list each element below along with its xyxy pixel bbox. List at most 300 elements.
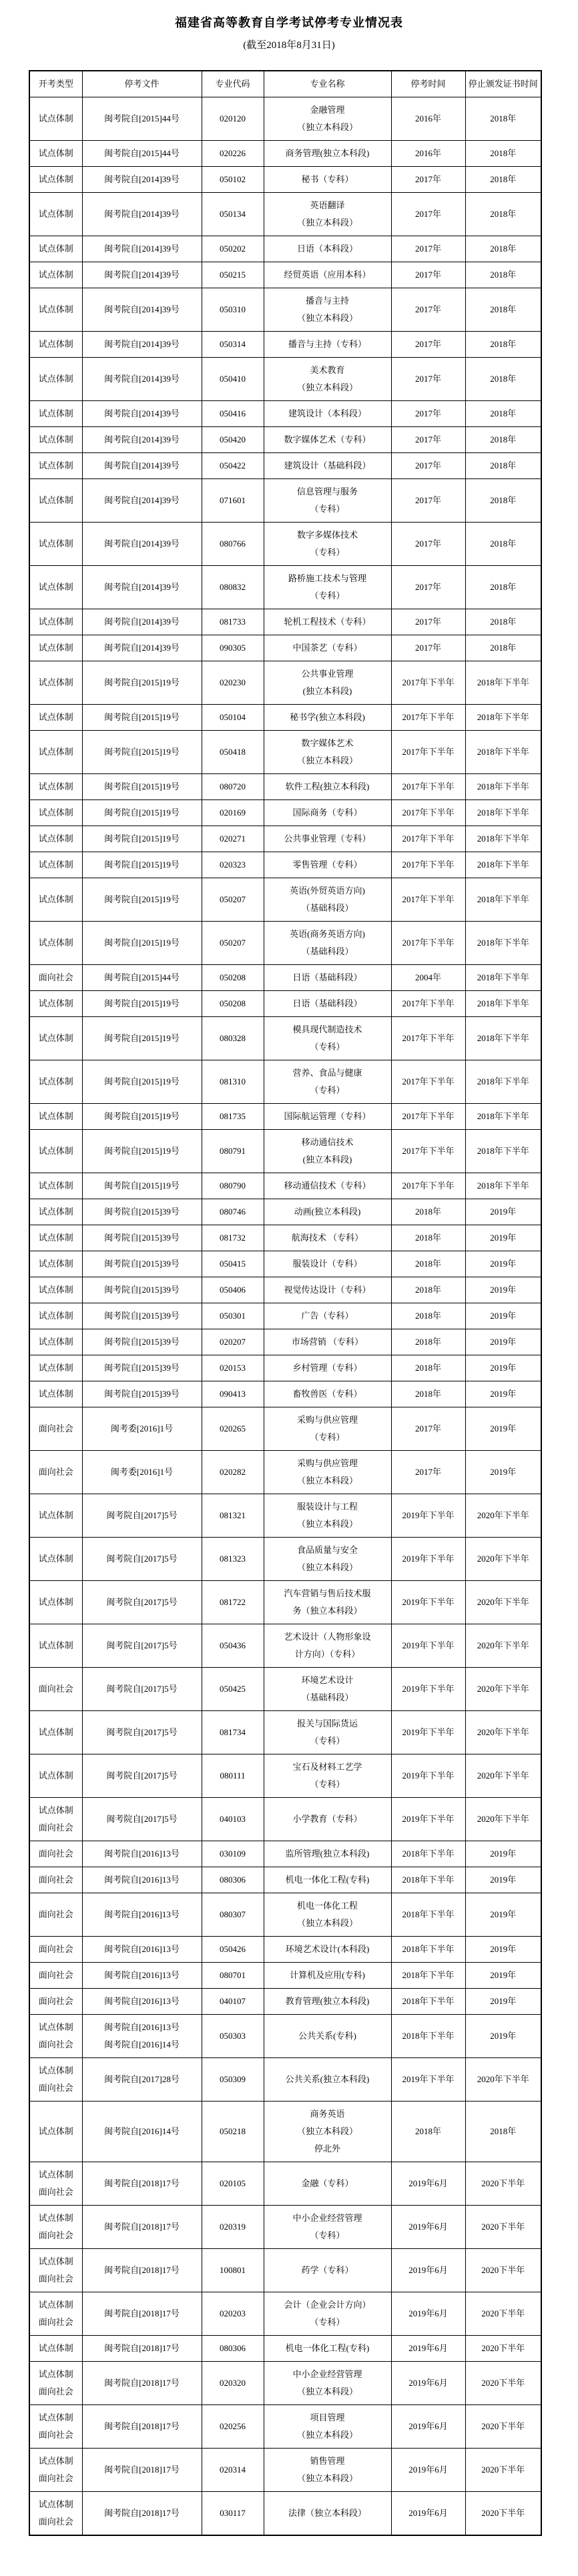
cell-line: （基础科段） bbox=[301, 946, 354, 956]
cell-line: 2020下半年 bbox=[481, 2343, 525, 2353]
cell-exam-type bbox=[29, 635, 82, 661]
cell-stop-time bbox=[391, 262, 465, 288]
cell-major-name bbox=[264, 1754, 391, 1798]
cell-stop-document bbox=[82, 1989, 202, 2015]
cell-stop-time bbox=[391, 1251, 465, 1277]
cell-stop-time bbox=[391, 2292, 465, 2336]
cell-cert-stop-time bbox=[465, 236, 541, 262]
cell-stop-document bbox=[82, 1173, 202, 1199]
cell-major-code bbox=[202, 800, 264, 826]
cell-stop-document bbox=[82, 1867, 202, 1893]
cell-line: 试点体制 bbox=[38, 1111, 73, 1121]
cell-stop-document bbox=[82, 1329, 202, 1355]
cell-stop-document bbox=[82, 635, 202, 661]
cell-exam-type bbox=[29, 1937, 82, 1963]
cell-major-code bbox=[202, 1581, 264, 1624]
cell-cert-stop-time bbox=[465, 2405, 541, 2449]
cell-line: 药学（专科） bbox=[301, 2265, 354, 2275]
cell-line: 试点体制 bbox=[38, 1337, 73, 1347]
cell-exam-type bbox=[29, 609, 82, 635]
cell-line: 试点体制 bbox=[38, 2499, 73, 2509]
cell-line: 试点体制 bbox=[38, 1727, 73, 1737]
cell-line: 050416 bbox=[220, 408, 246, 418]
cell-line: 2018年下半年 bbox=[402, 1996, 455, 2006]
cell-line: 081735 bbox=[220, 1111, 246, 1121]
cell-exam-type bbox=[29, 2336, 82, 2362]
cell-line: 2020下半年 bbox=[481, 2378, 525, 2388]
cell-major-name bbox=[264, 635, 391, 661]
cell-cert-stop-time bbox=[465, 1017, 541, 1060]
cell-major-code bbox=[202, 1754, 264, 1798]
cell-line: 2017年下半年 bbox=[402, 834, 455, 844]
cell-cert-stop-time bbox=[465, 1355, 541, 1381]
cell-line: 2019年下半年 bbox=[402, 1597, 455, 1607]
cell-line: 2018年下半年 bbox=[477, 1181, 529, 1191]
cell-line: 闽考院自[2015]19号 bbox=[104, 808, 180, 818]
cell-line: 081321 bbox=[220, 1510, 246, 1520]
cell-line: 试点体制 bbox=[38, 894, 73, 904]
cell-line: （独立本科段） bbox=[296, 2126, 358, 2136]
cell-line: 2019年6月 bbox=[408, 2178, 448, 2188]
table-row bbox=[29, 1173, 541, 1199]
cell-line: 面向社会 bbox=[38, 2274, 73, 2284]
cell-line: 试点体制 bbox=[38, 712, 73, 722]
cell-line: 2018年下半年 bbox=[477, 1076, 529, 1086]
cell-line: 2017年下半年 bbox=[402, 860, 455, 870]
cell-line: 080746 bbox=[220, 1207, 246, 1217]
table-row bbox=[29, 523, 541, 566]
cell-major-name bbox=[264, 1494, 391, 1538]
cell-line: 050406 bbox=[220, 1285, 246, 1295]
cell-line: 2018年 bbox=[490, 174, 517, 184]
cell-exam-type bbox=[29, 2249, 82, 2292]
cell-line: （专科） bbox=[310, 1736, 345, 1746]
cell-line: 2017年 bbox=[414, 374, 441, 384]
cell-stop-document bbox=[82, 2492, 202, 2536]
cell-major-code bbox=[202, 566, 264, 609]
cell-line: （独立本科段） bbox=[296, 1519, 358, 1529]
cell-major-name bbox=[264, 358, 391, 401]
cell-stop-document bbox=[82, 1494, 202, 1538]
cell-major-name bbox=[264, 965, 391, 991]
cell-major-name bbox=[264, 852, 391, 878]
cell-exam-type bbox=[29, 236, 82, 262]
cell-exam-type bbox=[29, 1303, 82, 1329]
cell-stop-document bbox=[82, 401, 202, 427]
cell-cert-stop-time bbox=[465, 1989, 541, 2015]
cell-major-name bbox=[264, 1173, 391, 1199]
cell-major-name bbox=[264, 2249, 391, 2292]
table-row bbox=[29, 1963, 541, 1989]
cell-line: 050102 bbox=[220, 174, 246, 184]
cell-line: 2019年下半年 bbox=[402, 1510, 455, 1520]
cell-major-name bbox=[264, 922, 391, 965]
cell-line: （独立本科段） bbox=[296, 122, 358, 132]
cell-stop-time bbox=[391, 2058, 465, 2102]
cell-line: 面向社会 bbox=[38, 1944, 73, 1954]
cell-line: 面向社会 bbox=[38, 1823, 73, 1833]
cell-line: 2017年下半年 bbox=[402, 712, 455, 722]
cell-line: 试点体制 bbox=[38, 1389, 73, 1399]
cell-exam-type bbox=[29, 1798, 82, 1841]
cell-line: 2019年 bbox=[490, 1467, 517, 1477]
table-body bbox=[29, 97, 541, 2536]
cell-exam-type bbox=[29, 1017, 82, 1060]
cell-cert-stop-time bbox=[465, 635, 541, 661]
cell-line: 050436 bbox=[220, 1640, 246, 1650]
cell-line: 闽考院自[2018]17号 bbox=[104, 2508, 180, 2518]
cell-stop-time bbox=[391, 1893, 465, 1937]
cell-line: 闽考院自[2016]13号 bbox=[104, 1909, 180, 1919]
cell-line: 闽考院自[2015]19号 bbox=[104, 677, 180, 687]
cell-line: 2018年 bbox=[490, 304, 517, 314]
cell-line: 2017年 bbox=[414, 539, 441, 549]
cell-major-name bbox=[264, 2336, 391, 2362]
cell-stop-document bbox=[82, 1451, 202, 1494]
cell-exam-type bbox=[29, 1060, 82, 1104]
cell-line: 面向社会 bbox=[38, 1467, 73, 1477]
cell-line: 081722 bbox=[220, 1597, 246, 1607]
cell-line: 试点体制 bbox=[38, 2213, 73, 2223]
cell-line: 2018年 bbox=[490, 582, 517, 592]
cell-stop-document bbox=[82, 1225, 202, 1251]
cell-stop-time bbox=[391, 236, 465, 262]
cell-line: 闽考院自[2018]17号 bbox=[104, 2222, 180, 2232]
cell-cert-stop-time bbox=[465, 1624, 541, 1668]
cell-stop-time bbox=[391, 800, 465, 826]
column-header-5: 停止颁发证书时间 bbox=[465, 71, 541, 97]
cell-line: 闽考院自[2014]39号 bbox=[104, 304, 180, 314]
cell-line: 2019年6月 bbox=[408, 2265, 448, 2275]
cell-line: 播音与主持 bbox=[305, 296, 349, 306]
cell-line: 面向社会 bbox=[38, 2083, 73, 2093]
cell-stop-document bbox=[82, 852, 202, 878]
cell-stop-document bbox=[82, 2206, 202, 2249]
cell-line: 2018年下半年 bbox=[477, 808, 529, 818]
cell-cert-stop-time bbox=[465, 167, 541, 193]
cell-line: 020207 bbox=[220, 1337, 246, 1347]
cell-line: 050104 bbox=[220, 712, 246, 722]
cell-line: 闽考院自[2016]13号 bbox=[104, 1996, 180, 2006]
cell-stop-document bbox=[82, 2102, 202, 2162]
cell-major-code bbox=[202, 479, 264, 523]
cell-line: 闽考院自[2017]5号 bbox=[106, 1554, 178, 1564]
cell-line: 2017年下半年 bbox=[402, 747, 455, 757]
cell-line: 试点体制 bbox=[38, 1233, 73, 1243]
cell-line: (独立本科段) bbox=[302, 1155, 352, 1165]
cell-line: 闽考院自[2014]39号 bbox=[104, 582, 180, 592]
table-row bbox=[29, 731, 541, 774]
cell-line: 050134 bbox=[220, 209, 246, 219]
cell-line: 试点体制 bbox=[38, 2126, 73, 2136]
cell-line: 法律（独立本科段） bbox=[288, 2508, 366, 2518]
cell-stop-time bbox=[391, 609, 465, 635]
cell-line: 闽考院自[2014]39号 bbox=[104, 174, 180, 184]
cell-stop-document bbox=[82, 1538, 202, 1581]
cell-cert-stop-time bbox=[465, 479, 541, 523]
cell-line: 软件工程(独立本科段) bbox=[285, 781, 370, 791]
table-row bbox=[29, 1711, 541, 1754]
cell-line: 日语（本科段） bbox=[296, 244, 358, 254]
cell-line: 050215 bbox=[220, 270, 246, 280]
cell-line: 2020年下半年 bbox=[477, 1684, 529, 1694]
cell-line: 2019年6月 bbox=[408, 2378, 448, 2388]
cell-cert-stop-time bbox=[465, 922, 541, 965]
cell-exam-type bbox=[29, 566, 82, 609]
cell-line: 闽考院自[2015]19号 bbox=[104, 1076, 180, 1086]
cell-line: 闽考院自[2015]39号 bbox=[104, 1389, 180, 1399]
cell-cert-stop-time bbox=[465, 1130, 541, 1173]
cell-cert-stop-time bbox=[465, 262, 541, 288]
cell-line: 2019年 bbox=[490, 1207, 517, 1217]
cell-major-name bbox=[264, 141, 391, 167]
cell-stop-time bbox=[391, 332, 465, 358]
cell-major-name bbox=[264, 2058, 391, 2102]
cell-line: 2018年下半年 bbox=[477, 998, 529, 1008]
cell-exam-type bbox=[29, 2449, 82, 2492]
cell-major-code bbox=[202, 1989, 264, 2015]
cell-line: 2018年下半年 bbox=[402, 1970, 455, 1980]
cell-cert-stop-time bbox=[465, 965, 541, 991]
cell-line: 2020下半年 bbox=[481, 2421, 525, 2431]
cell-major-code bbox=[202, 922, 264, 965]
cell-line: 试点体制 bbox=[38, 834, 73, 844]
cell-line: 040103 bbox=[220, 1814, 246, 1824]
cell-line: 零售管理（专科） bbox=[292, 860, 362, 870]
cell-major-code bbox=[202, 1451, 264, 1494]
cell-line: 080306 bbox=[220, 2343, 246, 2353]
cell-cert-stop-time bbox=[465, 1841, 541, 1867]
cell-major-name bbox=[264, 878, 391, 922]
cell-line: 080328 bbox=[220, 1033, 246, 1043]
cell-stop-time bbox=[391, 141, 465, 167]
cell-line: 2018年下半年 bbox=[477, 860, 529, 870]
cell-line: 试点体制 bbox=[38, 2412, 73, 2423]
table-row bbox=[29, 800, 541, 826]
cell-cert-stop-time bbox=[465, 774, 541, 800]
cell-stop-document bbox=[82, 1407, 202, 1451]
cell-line: （专科） bbox=[310, 2230, 345, 2240]
cell-cert-stop-time bbox=[465, 1303, 541, 1329]
cell-stop-document bbox=[82, 774, 202, 800]
cell-line: 试点体制 bbox=[38, 781, 73, 791]
cell-line: 试点体制 bbox=[38, 582, 73, 592]
cell-line: 秘书学(独立本科段) bbox=[290, 712, 365, 722]
cell-line: 务（独立本科段） bbox=[292, 1606, 362, 1616]
cell-line: 2018年 bbox=[490, 374, 517, 384]
cell-line: （基础科段） bbox=[301, 903, 354, 913]
cell-line: 2018年 bbox=[414, 1311, 441, 1321]
cell-line: 2019年6月 bbox=[408, 2465, 448, 2475]
cell-line: （独立本科段） bbox=[296, 382, 358, 392]
cell-major-name bbox=[264, 1277, 391, 1303]
cell-line: 闽考院自[2015]19号 bbox=[104, 1181, 180, 1191]
cell-line: 试点体制 bbox=[38, 1597, 73, 1607]
cell-line: 2017年 bbox=[414, 270, 441, 280]
cell-line: 试点体制 bbox=[38, 2456, 73, 2466]
cell-line: 081732 bbox=[220, 1233, 246, 1243]
cell-exam-type bbox=[29, 731, 82, 774]
cell-major-name bbox=[264, 1199, 391, 1225]
cell-stop-time bbox=[391, 2492, 465, 2536]
cell-line: 试点体制 bbox=[38, 495, 73, 505]
cell-major-name bbox=[264, 1329, 391, 1355]
cell-line: 2018年 bbox=[414, 1363, 441, 1373]
cell-cert-stop-time bbox=[465, 1060, 541, 1104]
cell-stop-document bbox=[82, 2249, 202, 2292]
cell-cert-stop-time bbox=[465, 401, 541, 427]
cell-stop-document bbox=[82, 427, 202, 453]
cell-major-code bbox=[202, 2162, 264, 2206]
cell-line: 2017年下半年 bbox=[402, 1181, 455, 1191]
cell-stop-document bbox=[82, 965, 202, 991]
cell-stop-time bbox=[391, 1989, 465, 2015]
cell-line: 2016年 bbox=[414, 113, 441, 123]
cell-stop-time bbox=[391, 2449, 465, 2492]
cell-cert-stop-time bbox=[465, 991, 541, 1017]
cell-line: （独立本科段） bbox=[296, 218, 358, 228]
cell-line: 闽考院自[2014]39号 bbox=[104, 617, 180, 627]
cell-exam-type bbox=[29, 826, 82, 852]
cell-line: （独立本科段） bbox=[296, 1476, 358, 1486]
cell-major-code bbox=[202, 661, 264, 705]
cell-stop-time bbox=[391, 1754, 465, 1798]
cell-cert-stop-time bbox=[465, 566, 541, 609]
cell-major-name bbox=[264, 2102, 391, 2162]
cell-line: 面向社会 bbox=[38, 2317, 73, 2327]
table-row bbox=[29, 1355, 541, 1381]
cell-major-name bbox=[264, 167, 391, 193]
cell-line: 闽考院自[2017]5号 bbox=[106, 1814, 178, 1824]
table-row bbox=[29, 1668, 541, 1711]
cell-cert-stop-time bbox=[465, 661, 541, 705]
cell-stop-time bbox=[391, 826, 465, 852]
column-header-2: 专业代码 bbox=[202, 71, 264, 97]
cell-major-code bbox=[202, 1381, 264, 1407]
cell-line: 2018年 bbox=[414, 1259, 441, 1269]
cell-line: 日语（基础科段） bbox=[292, 972, 362, 982]
cell-major-code bbox=[202, 1130, 264, 1173]
cell-major-name bbox=[264, 1225, 391, 1251]
cell-exam-type bbox=[29, 2102, 82, 2162]
cell-cert-stop-time bbox=[465, 1494, 541, 1538]
cell-line: 中国茶艺（专科） bbox=[292, 643, 362, 653]
cell-line: 2017年 bbox=[414, 339, 441, 349]
cell-line: 040107 bbox=[220, 1996, 246, 2006]
table-row bbox=[29, 2162, 541, 2206]
cell-stop-document bbox=[82, 1381, 202, 1407]
cell-exam-type bbox=[29, 852, 82, 878]
cell-line: 中小企业经营管理 bbox=[292, 2213, 362, 2223]
cell-line: 2020年下半年 bbox=[477, 2074, 529, 2084]
cell-stop-document bbox=[82, 2336, 202, 2362]
cell-line: （专科） bbox=[310, 1432, 345, 1442]
cell-stop-time bbox=[391, 523, 465, 566]
cell-line: 闽考院自[2018]17号 bbox=[104, 2308, 180, 2318]
cell-major-name bbox=[264, 800, 391, 826]
cell-major-code bbox=[202, 523, 264, 566]
cell-line: 081310 bbox=[220, 1076, 246, 1086]
cell-line: 建筑设计（基础科段） bbox=[284, 460, 371, 470]
cell-line: 050208 bbox=[220, 998, 246, 1008]
cell-exam-type bbox=[29, 2492, 82, 2536]
table-row bbox=[29, 2206, 541, 2249]
cell-stop-time bbox=[391, 1494, 465, 1538]
cell-line: 2019年 bbox=[490, 1423, 517, 1433]
cell-cert-stop-time bbox=[465, 800, 541, 826]
cell-line: 闽考院自[2018]17号 bbox=[104, 2178, 180, 2188]
cell-line: 2018年下半年 bbox=[477, 938, 529, 948]
cell-line: 报关与国际货运 bbox=[296, 1718, 358, 1728]
cell-line: 2017年 bbox=[414, 1467, 441, 1477]
table-row bbox=[29, 427, 541, 453]
cell-line: 国际航运管理（专科） bbox=[284, 1111, 371, 1121]
cell-exam-type bbox=[29, 1199, 82, 1225]
cell-exam-type bbox=[29, 453, 82, 479]
cell-line: 移动通信技术 bbox=[301, 1137, 354, 1147]
cell-line: 闽考院自[2017]5号 bbox=[106, 1597, 178, 1607]
cell-line: 公共关系(专科) bbox=[298, 2031, 356, 2041]
cell-cert-stop-time bbox=[465, 2102, 541, 2162]
cell-line: （专科） bbox=[310, 1085, 345, 1095]
cell-exam-type bbox=[29, 965, 82, 991]
cell-major-code bbox=[202, 1173, 264, 1199]
cell-cert-stop-time bbox=[465, 427, 541, 453]
cell-stop-time bbox=[391, 1303, 465, 1329]
cell-line: 2020下半年 bbox=[481, 2222, 525, 2232]
cell-stop-document bbox=[82, 1104, 202, 1130]
cell-major-code bbox=[202, 1494, 264, 1538]
cell-cert-stop-time bbox=[465, 332, 541, 358]
cell-line: 2019年下半年 bbox=[402, 1684, 455, 1694]
cell-major-name bbox=[264, 1989, 391, 2015]
cell-line: 闽考院自[2015]19号 bbox=[104, 998, 180, 1008]
cell-line: 020319 bbox=[220, 2222, 246, 2232]
cell-line: 2019年下半年 bbox=[402, 1640, 455, 1650]
cell-line: 采购与供应管理 bbox=[296, 1458, 358, 1468]
cell-exam-type bbox=[29, 358, 82, 401]
cell-line: 2018年 bbox=[490, 339, 517, 349]
cell-line: 试点体制 bbox=[38, 460, 73, 470]
cell-stop-time bbox=[391, 2015, 465, 2058]
cell-line: 试点体制 bbox=[38, 1207, 73, 1217]
cell-line: 闽考院自[2017]5号 bbox=[106, 1770, 178, 1781]
cell-major-name bbox=[264, 1355, 391, 1381]
cell-cert-stop-time bbox=[465, 852, 541, 878]
cell-line: 020203 bbox=[220, 2308, 246, 2318]
cell-major-code bbox=[202, 1251, 264, 1277]
table-row bbox=[29, 262, 541, 288]
cell-line: 试点体制 bbox=[38, 1510, 73, 1520]
cell-line: 2017年 bbox=[414, 495, 441, 505]
cell-line: 2018年下半年 bbox=[402, 2031, 455, 2041]
cell-exam-type bbox=[29, 1963, 82, 1989]
cell-major-code bbox=[202, 2362, 264, 2405]
cell-line: 020323 bbox=[220, 860, 246, 870]
cell-exam-type bbox=[29, 1277, 82, 1303]
cell-line: 试点体制 bbox=[38, 2170, 73, 2180]
cell-major-code bbox=[202, 878, 264, 922]
cell-line: 服装设计（专科） bbox=[292, 1259, 362, 1269]
table-row bbox=[29, 1494, 541, 1538]
cell-line: 2019年 bbox=[490, 1389, 517, 1399]
cell-stop-time bbox=[391, 167, 465, 193]
cell-line: 宝石及材料工艺学 bbox=[292, 1762, 362, 1772]
cell-line: （专科） bbox=[310, 504, 345, 514]
cell-line: 试点体制 bbox=[38, 304, 73, 314]
cell-exam-type bbox=[29, 2162, 82, 2206]
cell-major-code bbox=[202, 236, 264, 262]
